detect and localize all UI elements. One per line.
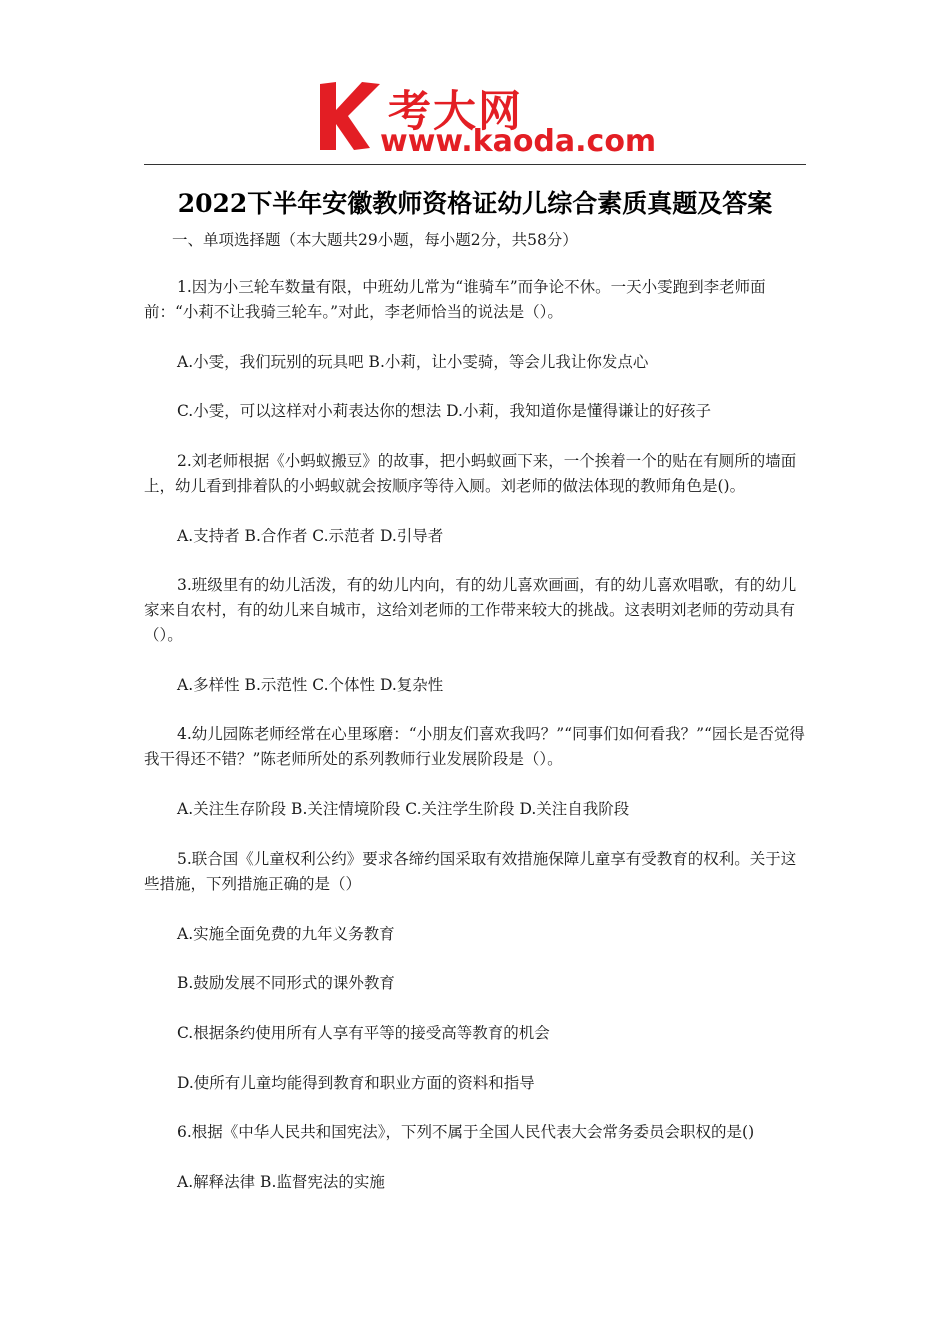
question-5-option-a: A.实施全面免费的九年义务教育 xyxy=(177,925,395,943)
question-5-option-d: D.使所有儿童均能得到教育和职业方面的资料和指导 xyxy=(177,1074,535,1092)
logo-text: 考大网 xyxy=(388,87,523,137)
question-1-options-ab: A.小雯，我们玩别的玩具吧 B.小莉，让小雯骑，等会儿我让你发点心 xyxy=(177,353,649,371)
question-5: 5.联合国《儿童权利公约》要求各缔约国采取有效措施保障儿童享有受教育的权利。关于这些措施，下列措施正确的是（） xyxy=(144,850,797,893)
question-2: 2.刘老师根据《小蚂蚁搬豆》的故事，把小蚂蚁画下来，一个挨着一个的贴在有厕所的墙面上，幼儿看到排着队的小蚂蚁就会按顺序等待入厕。刘老师的做法体现的教师角色是()。 xyxy=(144,452,797,495)
page-title: 2022下半年安徽教师资格证幼儿综合素质真题及答案 xyxy=(177,189,773,218)
question-3-options: A.多样性 B.示范性 C.个体性 D.复杂性 xyxy=(177,676,444,694)
question-3: 3.班级里有的幼儿活泼，有的幼儿内向，有的幼儿喜欢画画，有的幼儿喜欢唱歌，有的幼儿家来自农村，有的幼儿来自城市，这给刘老师的工作带来较大的挑战。这表明刘老师的劳动具有（）。 xyxy=(144,576,797,644)
logo-url: www.kaoda.com xyxy=(380,124,657,159)
question-6-options: A.解释法律 B.监督宪法的实施 xyxy=(177,1173,385,1191)
question-1: 1.因为小三轮车数量有限，中班幼儿常为“谁骑车”而争论不休。一天小雯跑到李老师面前：“小莉不让我骑三轮车。”对此，李老师恰当的说法是（）。 xyxy=(144,278,766,321)
section-heading: 一、单项选择题（本大题共29小题，每小题2分，共58分） xyxy=(172,231,578,249)
header-divider xyxy=(144,164,806,165)
question-6: 6.根据《中华人民共和国宪法》，下列不属于全国人民代表大会常务委员会职权的是() xyxy=(177,1123,755,1141)
question-1-options-cd: C.小雯，可以这样对小莉表达你的想法 D.小莉，我知道你是懂得谦让的好孩子 xyxy=(177,402,711,420)
question-2-options: A.支持者 B.合作者 C.示范者 D.引导者 xyxy=(177,527,444,545)
question-5-option-c: C.根据条约使用所有人享有平等的接受高等教育的机会 xyxy=(177,1024,550,1042)
question-4: 4.幼儿园陈老师经常在心里琢磨：“小朋友们喜欢我吗？”“同事们如何看我？”“园长是否觉得我干得还不错？”陈老师所处的系列教师行业发展阶段是（）。 xyxy=(144,725,805,768)
kaoda-logo[interactable] xyxy=(318,80,657,162)
question-5-option-b: B.鼓励发展不同形式的课外教育 xyxy=(177,974,395,992)
question-4-options: A.关注生存阶段 B.关注情境阶段 C.关注学生阶段 D.关注自我阶段 xyxy=(177,800,630,818)
